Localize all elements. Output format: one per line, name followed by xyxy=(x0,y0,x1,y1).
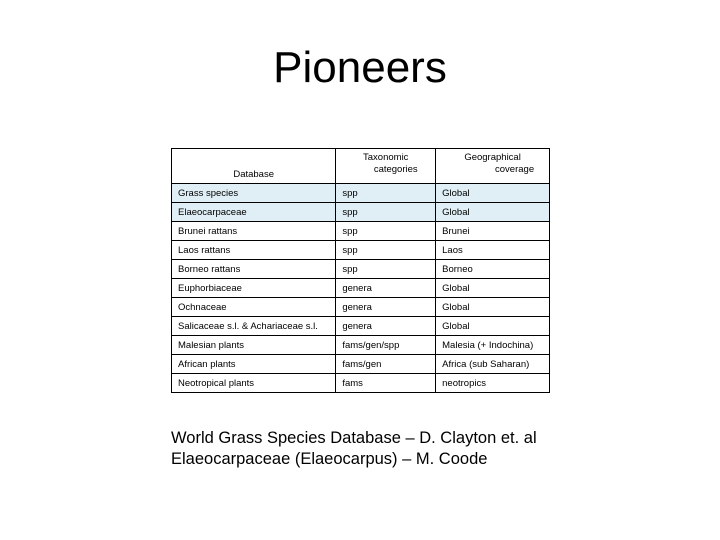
table-row xyxy=(172,222,550,241)
cell-taxonomic: fams/gen xyxy=(336,355,436,374)
cell-taxonomic: genera xyxy=(336,317,436,336)
credits xyxy=(171,428,537,470)
credit-line-elaeocarpaceae: Elaeocarpaceae (Elaeocarpus) – M. Coode xyxy=(171,450,488,468)
cell-database: Borneo rattans xyxy=(172,260,336,279)
cell-taxonomic: genera xyxy=(336,298,436,317)
table-row xyxy=(172,298,550,317)
cell-geographical: neotropics xyxy=(436,374,550,393)
cell-database: Neotropical plants xyxy=(172,374,336,393)
cell-geographical: Global xyxy=(436,317,550,336)
cell-geographical: Laos xyxy=(436,241,550,260)
cell-geographical: Borneo xyxy=(436,260,550,279)
header-taxonomic-line1: Taxonomic xyxy=(363,152,409,163)
cell-taxonomic: fams xyxy=(336,374,436,393)
cell-database: Ochnaceae xyxy=(172,298,336,317)
cell-geographical: Malesia (+ Indochina) xyxy=(436,336,550,355)
cell-geographical: Global xyxy=(436,279,550,298)
cell-taxonomic: genera xyxy=(336,279,436,298)
header-geographical xyxy=(436,149,550,184)
header-geographical-line1: Geographical xyxy=(464,152,521,163)
slide-title: Pioneers xyxy=(273,43,447,92)
header-geographical-line2: coverage xyxy=(495,164,535,175)
cell-database: African plants xyxy=(172,355,336,374)
cell-database: Salicaceae s.l. & Achariaceae s.l. xyxy=(172,317,336,336)
table-row xyxy=(172,317,550,336)
table-row xyxy=(172,203,550,222)
cell-taxonomic: spp xyxy=(336,222,436,241)
cell-geographical: Brunei xyxy=(436,222,550,241)
table-row xyxy=(172,336,550,355)
cell-geographical: Global xyxy=(436,203,550,222)
credit-line-grass: World Grass Species Database – D. Clayton et. al xyxy=(171,429,537,447)
database-table xyxy=(171,148,550,393)
table-header-row xyxy=(172,149,550,184)
cell-database: Malesian plants xyxy=(172,336,336,355)
cell-database: Brunei rattans xyxy=(172,222,336,241)
table-row xyxy=(172,241,550,260)
table-row xyxy=(172,184,550,203)
cell-database: Euphorbiaceae xyxy=(172,279,336,298)
cell-taxonomic: fams/gen/spp xyxy=(336,336,436,355)
cell-taxonomic: spp xyxy=(336,203,436,222)
cell-database: Grass species xyxy=(172,184,336,203)
header-taxonomic-line2: categories xyxy=(373,164,418,175)
header-database-label: Database xyxy=(233,169,274,180)
header-taxonomic xyxy=(336,149,436,184)
cell-taxonomic: spp xyxy=(336,184,436,203)
cell-geographical: Global xyxy=(436,298,550,317)
cell-database: Elaeocarpaceae xyxy=(172,203,336,222)
table-row xyxy=(172,260,550,279)
cell-taxonomic: spp xyxy=(336,241,436,260)
cell-geographical: Africa (sub Saharan) xyxy=(436,355,550,374)
table-row xyxy=(172,374,550,393)
table-row xyxy=(172,355,550,374)
table-row xyxy=(172,279,550,298)
cell-database: Laos rattans xyxy=(172,241,336,260)
table-body xyxy=(172,184,550,393)
header-database xyxy=(172,149,336,184)
cell-taxonomic: spp xyxy=(336,260,436,279)
cell-geographical: Global xyxy=(436,184,550,203)
